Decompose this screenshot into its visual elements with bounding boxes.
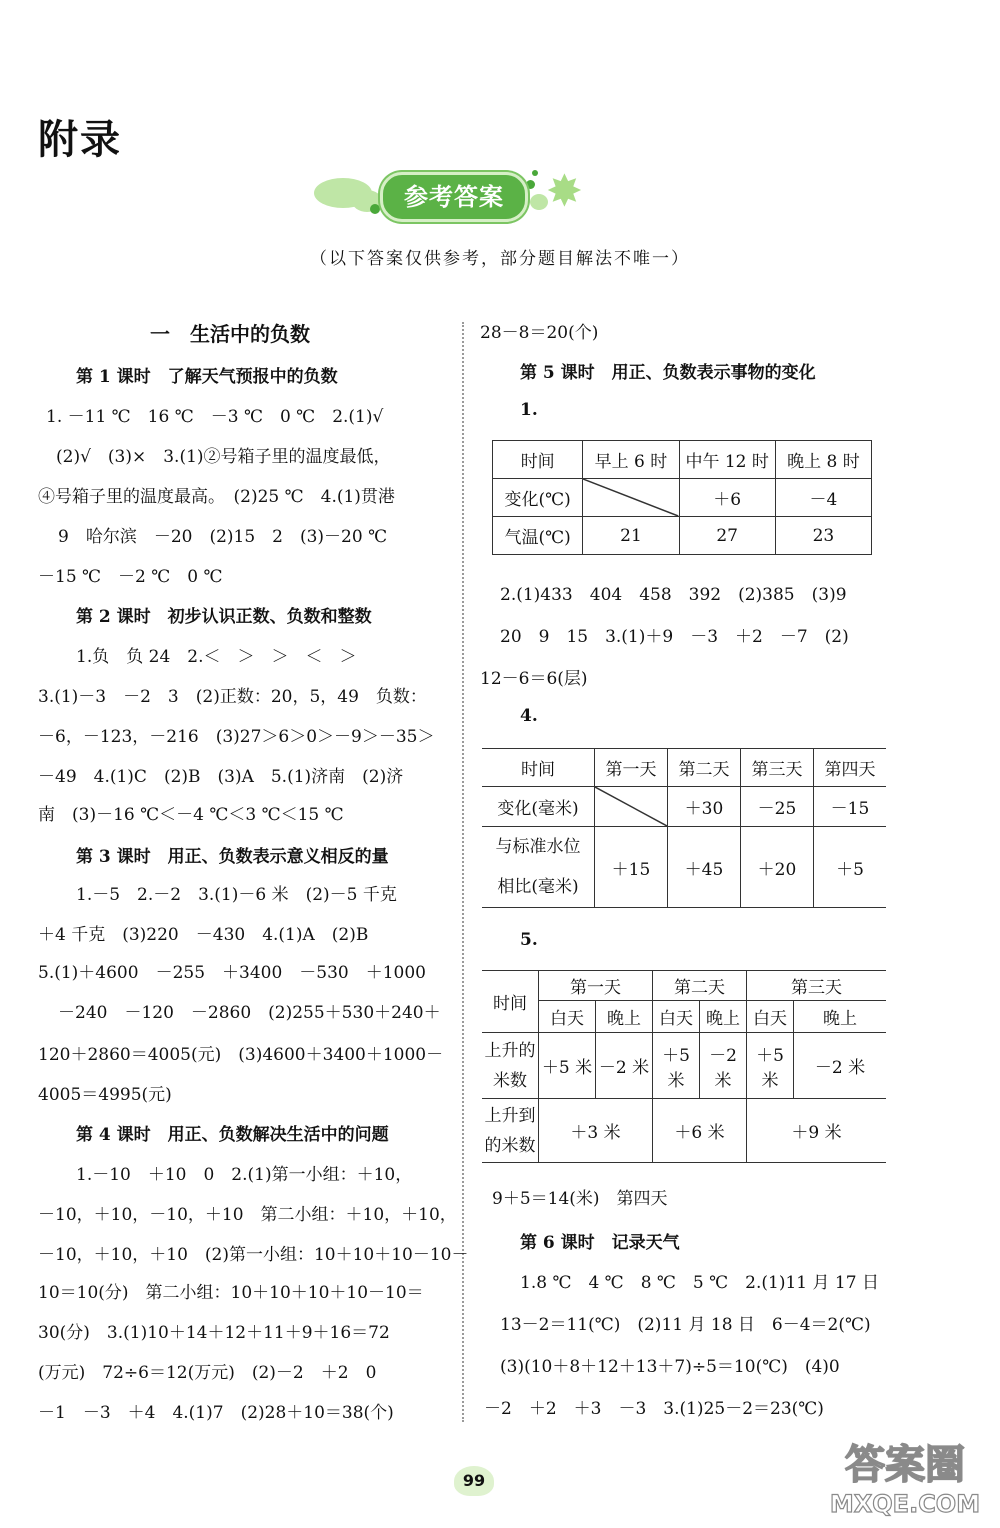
table-cell: 27	[679, 517, 775, 555]
answer-line: －10，＋10，＋10 (2)第一小组：10＋10＋10－10－	[38, 1245, 469, 1265]
answer-line: 9 哈尔滨 －20 (2)15 2 (3)－20 ℃	[58, 527, 388, 547]
table-cell: 第一天	[595, 749, 668, 787]
answer-line: 2.(1)433 404 458 392 (2)385 (3)9	[500, 585, 847, 605]
page-number: 99	[454, 1466, 494, 1496]
table-cell: ＋5	[814, 827, 887, 908]
answer-line: 1.－10 ＋10 0 2.(1)第一小组：＋10，	[76, 1165, 413, 1185]
diagonal-cell	[595, 787, 668, 827]
table-cell: 气温(℃)	[493, 517, 583, 555]
lesson-5-title: 第 5 课时 用正、负数表示事物的变化	[520, 363, 816, 383]
answer-line: (2)√ (3)× 3.(1)②号箱子里的温度最低，	[56, 447, 391, 467]
answer-line: －1 －3 ＋4 4.(1)7 (2)28＋10＝38(个)	[38, 1403, 394, 1423]
cell-text: 相比(毫米)	[497, 877, 579, 897]
table-cell: 第二天	[653, 971, 747, 1001]
question-number: 4.	[520, 706, 538, 726]
question-number: 5.	[520, 930, 538, 950]
table-cell: 第三天	[747, 971, 887, 1001]
decor-dot	[370, 204, 380, 214]
answer-line: 9＋5＝14(米) 第四天	[492, 1189, 668, 1209]
answer-line: －10，＋10，－10，＋10 第二小组：＋10，＋10，	[38, 1205, 457, 1225]
temperature-table	[492, 440, 872, 555]
answer-line: －15 ℃ －2 ℃ 0 ℃	[38, 567, 223, 587]
star-icon: ✸	[546, 166, 583, 217]
answer-line: 1.－5 2.－2 3.(1)－6 米 (2)－5 千克	[76, 885, 397, 905]
cell-text: 米数	[493, 1070, 527, 1091]
answer-line: 20 9 15 3.(1)＋9 －3 ＋2 －7 (2)	[500, 627, 849, 647]
table-cell: ＋45	[668, 827, 741, 908]
watermark-logo	[818, 1432, 993, 1522]
diagonal-cell	[583, 479, 679, 517]
answer-line: 5.(1)＋4600 －255 ＋3400 －530 ＋1000	[38, 963, 426, 983]
table-cell: 晚上	[700, 1001, 747, 1033]
table-cell	[482, 827, 595, 908]
table-cell: 变化(毫米)	[482, 787, 595, 827]
answer-line: 28－8＝20(个)	[480, 323, 599, 343]
table-cell: 时间	[482, 749, 595, 787]
table-cell: －4	[775, 479, 871, 517]
answer-line: －6，－123，－216 (3)27＞6＞0＞－9＞－35＞	[38, 727, 435, 747]
table-cell: 白天	[747, 1001, 794, 1033]
answer-line: 1.8 ℃ 4 ℃ 8 ℃ 5 ℃ 2.(1)11 月 17 日	[520, 1273, 879, 1293]
answer-line: 10＝10(分) 第二小组：10＋10＋10＋10－10＝	[38, 1283, 424, 1303]
water-level-table	[482, 748, 886, 908]
cell-text: 的米数	[484, 1135, 536, 1156]
answer-line: ④号箱子里的温度最高。 (2)25 ℃ 4.(1)贯港	[38, 487, 395, 507]
table-cell: 变化(℃)	[493, 479, 583, 517]
table-cell: 第四天	[814, 749, 887, 787]
answer-line: 3.(1)－3 －2 3 (2)正数：20，5，49 负数：	[38, 687, 427, 707]
question-number: 1.	[520, 400, 538, 420]
table-cell: 第二天	[668, 749, 741, 787]
decor-dot	[526, 180, 535, 189]
page-title: 附录	[38, 117, 122, 163]
answer-line: －2 ＋2 ＋3 －3 3.(1)25－2＝23(℃)	[484, 1399, 824, 1419]
answer-line: －49 4.(1)C (2)B (3)A 5.(1)济南 (2)济	[38, 767, 404, 787]
answer-line: 4005＝4995(元)	[38, 1085, 172, 1105]
unit-title: 一 生活中的负数	[150, 322, 310, 346]
answer-line: 12－6＝6(层)	[480, 669, 588, 689]
table-cell: 晚上	[794, 1001, 887, 1033]
climbing-table	[482, 970, 886, 1163]
table-cell: －25	[741, 787, 814, 827]
answer-line: (万元) 72÷6＝12(万元) (2)－2 ＋2 0	[38, 1363, 377, 1383]
table-cell: 晚上 8 时	[775, 441, 871, 479]
answer-line: ＋4 千克 (3)220 －430 4.(1)A (2)B	[38, 925, 369, 945]
table-cell: 21	[583, 517, 679, 555]
table-cell: ＋3 米	[539, 1099, 653, 1163]
cell-text: 上升到	[484, 1105, 536, 1126]
watermark-url: MXQE.COM	[829, 1490, 981, 1518]
table-cell: ＋5 米	[747, 1033, 794, 1099]
table-cell: ＋5 米	[539, 1033, 596, 1099]
watermark-title: 答案圈	[845, 1442, 965, 1488]
cell-text: 上升的	[484, 1040, 536, 1061]
table-cell: 第三天	[741, 749, 814, 787]
table-cell: 中午 12 时	[679, 441, 775, 479]
answer-line: 120＋2860＝4005(元) (3)4600＋3400＋1000－	[38, 1045, 444, 1065]
table-cell: ＋6 米	[653, 1099, 747, 1163]
lesson-6-title: 第 6 课时 记录天气	[520, 1233, 680, 1253]
answer-line: 南 (3)－16 ℃＜－4 ℃＜3 ℃＜15 ℃	[38, 805, 344, 825]
table-cell: ＋5 米	[653, 1033, 700, 1099]
answer-line: 1. －11 ℃ 16 ℃ －3 ℃ 0 ℃ 2.(1)√	[46, 407, 384, 427]
lesson-4-title: 第 4 课时 用正、负数解决生活中的问题	[76, 1125, 389, 1145]
table-cell: 时间	[493, 441, 583, 479]
lesson-1-title: 第 1 课时 了解天气预报中的负数	[76, 367, 338, 387]
answers-banner	[300, 160, 600, 230]
answer-line: 13－2＝11(℃) (2)11 月 18 日 6－4＝2(℃)	[500, 1315, 871, 1335]
table-cell: ＋15	[595, 827, 668, 908]
answer-line: 1.负 负 24 2.＜ ＞ ＞ ＜ ＞	[76, 647, 357, 667]
table-cell: －15	[814, 787, 887, 827]
answer-note: （以下答案仅供参考，部分题目解法不唯一）	[310, 249, 690, 269]
table-cell: ＋9 米	[747, 1099, 887, 1163]
table-cell: ＋6	[679, 479, 775, 517]
table-cell: 白天	[539, 1001, 596, 1033]
table-cell: 第一天	[539, 971, 653, 1001]
lesson-3-title: 第 3 课时 用正、负数表示意义相反的量	[76, 847, 389, 867]
table-cell: －2 米	[700, 1033, 747, 1099]
table-cell: 晚上	[596, 1001, 653, 1033]
answer-line: (3)(10＋8＋12＋13＋7)÷5＝10(℃) (4)0	[500, 1357, 840, 1377]
table-cell: －2 米	[596, 1033, 653, 1099]
table-cell: 23	[775, 517, 871, 555]
cell-text: 与标准水位	[495, 837, 581, 857]
table-cell: 时间	[482, 971, 539, 1033]
table-cell: ＋20	[741, 827, 814, 908]
table-cell: －2 米	[794, 1033, 887, 1099]
decor-dot	[532, 170, 538, 176]
answer-line: －240 －120 －2860 (2)255＋530＋240＋	[58, 1003, 441, 1023]
table-cell	[482, 1099, 539, 1163]
table-cell: 早上 6 时	[583, 441, 679, 479]
lesson-2-title: 第 2 课时 初步认识正数、负数和整数	[76, 607, 372, 627]
banner-label: 参考答案	[380, 172, 528, 222]
table-cell: 白天	[653, 1001, 700, 1033]
table-cell	[482, 1033, 539, 1099]
answer-line: 30(分) 3.(1)10＋14＋12＋11＋9＋16＝72	[38, 1323, 390, 1343]
table-cell: ＋30	[668, 787, 741, 827]
